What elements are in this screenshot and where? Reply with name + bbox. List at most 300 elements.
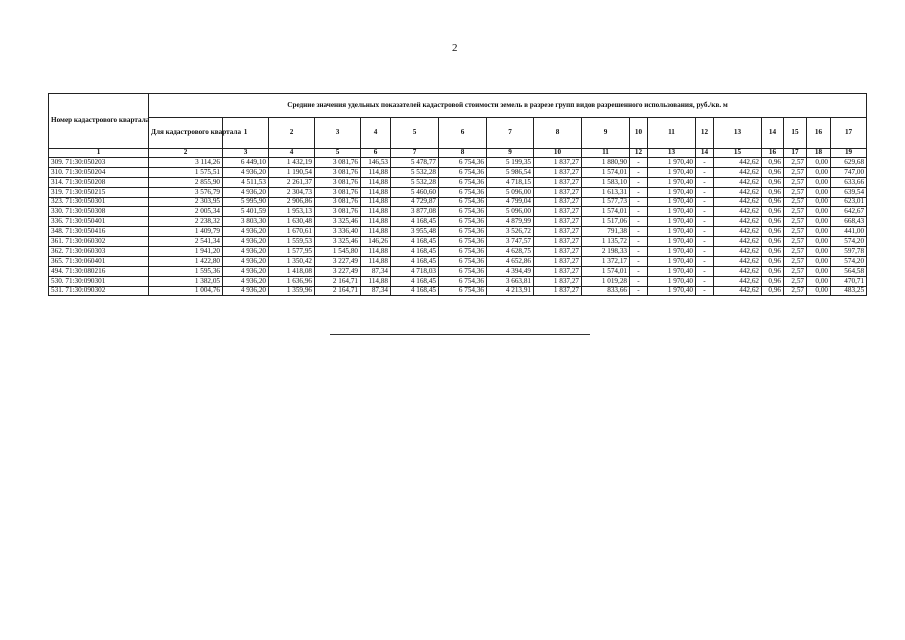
value-cell: 442,62 (714, 266, 762, 276)
value-cell: 4 628,75 (487, 247, 534, 257)
value-cell: 442,62 (714, 177, 762, 187)
value-cell: 1 837,27 (534, 177, 582, 187)
value-cell: 470,71 (831, 276, 867, 286)
value-cell: 6 754,36 (439, 217, 487, 227)
value-cell: 146,26 (361, 237, 391, 247)
table-row (49, 158, 867, 168)
value-cell: 2 198,33 (582, 247, 630, 257)
value-cell: - (696, 187, 714, 197)
value-cell: 0,00 (807, 237, 831, 247)
value-cell: 3 227,49 (315, 266, 361, 276)
cadastral-quarter-cell: 361. 71:30:060302 (49, 237, 149, 247)
table-row (49, 217, 867, 227)
value-cell: - (630, 276, 648, 286)
column-number: 17 (784, 149, 807, 158)
group-column-header: 16 (807, 118, 831, 149)
value-cell: 0,96 (762, 207, 784, 217)
value-cell: 3 081,76 (315, 197, 361, 207)
value-cell: 1 574,01 (582, 167, 630, 177)
value-cell: 0,96 (762, 167, 784, 177)
value-cell: 114,88 (361, 197, 391, 207)
value-cell: - (630, 187, 648, 197)
value-cell: 1 970,40 (648, 217, 696, 227)
value-cell: 6 754,36 (439, 167, 487, 177)
value-cell: 4 936,20 (223, 256, 269, 266)
cadastral-quarter-cell: 362. 71:30:060303 (49, 247, 149, 257)
value-cell: 629,68 (831, 158, 867, 168)
value-cell: 1 970,40 (648, 276, 696, 286)
value-cell: 442,62 (714, 276, 762, 286)
value-cell: 4 936,20 (223, 167, 269, 177)
value-cell: 1 559,53 (269, 237, 315, 247)
value-cell: 4 729,87 (391, 197, 439, 207)
value-cell: 0,00 (807, 276, 831, 286)
value-cell: 1 837,27 (534, 167, 582, 177)
value-cell: 1 837,27 (534, 187, 582, 197)
group-column-header: 15 (784, 118, 807, 149)
value-cell: - (630, 158, 648, 168)
value-cell: 1 574,01 (582, 266, 630, 276)
value-cell: 0,00 (807, 266, 831, 276)
table-row (49, 286, 867, 296)
value-cell: 114,88 (361, 177, 391, 187)
value-cell: 3 747,57 (487, 237, 534, 247)
value-cell: 642,67 (831, 207, 867, 217)
column-number: 4 (269, 149, 315, 158)
value-cell: - (630, 167, 648, 177)
value-cell: 833,66 (582, 286, 630, 296)
table-row (49, 256, 867, 266)
value-cell: 4 936,20 (223, 266, 269, 276)
value-cell: 1 970,40 (648, 207, 696, 217)
value-cell: 1 837,27 (534, 237, 582, 247)
value-cell: 0,96 (762, 187, 784, 197)
value-cell: 0,00 (807, 286, 831, 296)
value-cell: 442,62 (714, 227, 762, 237)
table-row (49, 227, 867, 237)
value-cell: 0,00 (807, 187, 831, 197)
value-cell: 1 613,31 (582, 187, 630, 197)
value-cell: 1 670,61 (269, 227, 315, 237)
value-cell: 5 532,28 (391, 177, 439, 187)
value-cell: 3 576,79 (149, 187, 223, 197)
value-cell: 0,96 (762, 158, 784, 168)
separator-line (330, 334, 590, 335)
value-cell: 1 019,28 (582, 276, 630, 286)
column-number: 8 (439, 149, 487, 158)
group-column-header: 9 (582, 118, 630, 149)
value-cell: - (630, 266, 648, 276)
value-cell: 3 081,76 (315, 187, 361, 197)
value-cell: 668,43 (831, 217, 867, 227)
value-cell: - (630, 286, 648, 296)
column-number: 14 (696, 149, 714, 158)
value-cell: 4 168,45 (391, 217, 439, 227)
value-cell: 1 577,95 (269, 247, 315, 257)
column-number: 2 (149, 149, 223, 158)
value-cell: 1 382,05 (149, 276, 223, 286)
value-cell: 1 545,80 (315, 247, 361, 257)
value-cell: 5 096,00 (487, 187, 534, 197)
column-number: 18 (807, 149, 831, 158)
value-cell: 1 583,10 (582, 177, 630, 187)
group-title-header: Средние значения удельных показателей кадастровой стоимости земель в разрезе групп видов разрешенного использования, руб./кв. м (149, 94, 867, 118)
value-cell: 639,54 (831, 187, 867, 197)
column-number: 19 (831, 149, 867, 158)
value-cell: 3 325,46 (315, 237, 361, 247)
value-cell: 2 304,73 (269, 187, 315, 197)
row-label-header: Номер кадастрового квартала (49, 94, 149, 149)
table-row (49, 247, 867, 257)
cadastral-quarter-cell: 310. 71:30:050204 (49, 167, 149, 177)
value-cell: 442,62 (714, 217, 762, 227)
value-cell: 1 837,27 (534, 158, 582, 168)
value-cell: 1 953,13 (269, 207, 315, 217)
value-cell: 4 168,45 (391, 276, 439, 286)
value-cell: 0,00 (807, 217, 831, 227)
value-cell: 4 936,20 (223, 187, 269, 197)
table-row (49, 207, 867, 217)
value-cell: 5 986,54 (487, 167, 534, 177)
value-cell: - (696, 177, 714, 187)
value-cell: 2,57 (784, 256, 807, 266)
value-cell: 6 449,10 (223, 158, 269, 168)
value-cell: 87,34 (361, 266, 391, 276)
value-cell: 0,96 (762, 227, 784, 237)
group-column-header: 17 (831, 118, 867, 149)
value-cell: - (696, 276, 714, 286)
value-cell: 0,96 (762, 266, 784, 276)
value-cell: 0,96 (762, 177, 784, 187)
value-cell: 1 837,27 (534, 197, 582, 207)
value-cell: 1 941,20 (149, 247, 223, 257)
value-cell: 1 359,96 (269, 286, 315, 296)
column-number: 11 (582, 149, 630, 158)
value-cell: 1 409,79 (149, 227, 223, 237)
cadastral-values-table (48, 93, 867, 296)
value-cell: 5 401,59 (223, 207, 269, 217)
value-cell: 5 199,35 (487, 158, 534, 168)
value-cell: 1 577,73 (582, 197, 630, 207)
value-cell: - (630, 217, 648, 227)
value-cell: 114,88 (361, 167, 391, 177)
value-cell: 6 754,36 (439, 237, 487, 247)
value-cell: 3 114,26 (149, 158, 223, 168)
value-cell: 1 837,27 (534, 266, 582, 276)
value-cell: 1 970,40 (648, 158, 696, 168)
column-number: 3 (223, 149, 269, 158)
value-cell: 1 432,19 (269, 158, 315, 168)
value-cell: 4 936,20 (223, 276, 269, 286)
value-cell: 2,57 (784, 227, 807, 237)
table-row (49, 197, 867, 207)
page-number: 2 (452, 42, 458, 54)
value-cell: - (630, 227, 648, 237)
value-cell: - (696, 266, 714, 276)
value-cell: 2 238,32 (149, 217, 223, 227)
group-column-header: 1 (223, 118, 269, 149)
value-cell: 4 718,15 (487, 177, 534, 187)
value-cell: 114,88 (361, 217, 391, 227)
value-cell: 114,88 (361, 247, 391, 257)
cadastral-quarter-cell: 494. 71:30:080216 (49, 266, 149, 276)
value-cell: - (630, 247, 648, 257)
value-cell: 6 754,36 (439, 197, 487, 207)
column-number: 13 (648, 149, 696, 158)
value-cell: 2 906,86 (269, 197, 315, 207)
value-cell: 1 636,96 (269, 276, 315, 286)
value-cell: 0,00 (807, 256, 831, 266)
value-cell: 2,57 (784, 237, 807, 247)
table-row (49, 187, 867, 197)
value-cell: 1 837,27 (534, 276, 582, 286)
value-cell: 1 190,54 (269, 167, 315, 177)
value-cell: 3 081,76 (315, 177, 361, 187)
value-cell: 4 936,20 (223, 247, 269, 257)
value-cell: 2 164,71 (315, 276, 361, 286)
column-number: 7 (391, 149, 439, 158)
value-cell: 1 630,48 (269, 217, 315, 227)
value-cell: 3 081,76 (315, 207, 361, 217)
group-column-header: 2 (269, 118, 315, 149)
value-cell: 1 837,27 (534, 256, 582, 266)
value-cell: 597,78 (831, 247, 867, 257)
value-cell: 4 936,20 (223, 286, 269, 296)
cadastral-quarter-cell: 336. 71:30:050401 (49, 217, 149, 227)
value-cell: 1 517,06 (582, 217, 630, 227)
value-cell: 4 168,45 (391, 247, 439, 257)
value-cell: 747,00 (831, 167, 867, 177)
value-cell: 4 879,99 (487, 217, 534, 227)
value-cell: 0,00 (807, 207, 831, 217)
value-cell: 3 526,72 (487, 227, 534, 237)
column-number: 15 (714, 149, 762, 158)
value-cell: 0,96 (762, 197, 784, 207)
value-cell: 6 754,36 (439, 207, 487, 217)
cadastral-quarter-cell: 319. 71:30:050215 (49, 187, 149, 197)
value-cell: 0,00 (807, 158, 831, 168)
value-cell: 4 168,45 (391, 256, 439, 266)
value-cell: 5 096,00 (487, 207, 534, 217)
value-cell: - (696, 197, 714, 207)
value-cell: 1 970,40 (648, 286, 696, 296)
group-column-header: 14 (762, 118, 784, 149)
table-row (49, 177, 867, 187)
column-number: 6 (361, 149, 391, 158)
cadastral-quarter-cell: 309. 71:30:050203 (49, 158, 149, 168)
value-cell: 442,62 (714, 158, 762, 168)
value-cell: 1 004,76 (149, 286, 223, 296)
table-row (49, 276, 867, 286)
value-cell: - (630, 177, 648, 187)
value-cell: 633,66 (831, 177, 867, 187)
value-cell: 442,62 (714, 197, 762, 207)
value-cell: - (696, 237, 714, 247)
table-row (49, 237, 867, 247)
value-cell: 5 532,28 (391, 167, 439, 177)
value-cell: 0,96 (762, 247, 784, 257)
group-column-header: 8 (534, 118, 582, 149)
value-cell: 6 754,36 (439, 256, 487, 266)
value-cell: - (630, 256, 648, 266)
value-cell: 1 350,42 (269, 256, 315, 266)
value-cell: 442,62 (714, 286, 762, 296)
value-cell: 2 005,34 (149, 207, 223, 217)
value-cell: 1 837,27 (534, 217, 582, 227)
cadastral-quarter-cell: 314. 71:30:050208 (49, 177, 149, 187)
value-cell: 2 541,34 (149, 237, 223, 247)
value-cell: 114,88 (361, 207, 391, 217)
group-column-header: 6 (439, 118, 487, 149)
value-cell: 5 478,77 (391, 158, 439, 168)
value-cell: 2,57 (784, 187, 807, 197)
value-cell: 3 877,08 (391, 207, 439, 217)
value-cell: 0,96 (762, 286, 784, 296)
value-cell: 3 663,81 (487, 276, 534, 286)
group-column-header: 4 (361, 118, 391, 149)
value-cell: 6 754,36 (439, 247, 487, 257)
value-cell: 3 081,76 (315, 158, 361, 168)
column-number: 16 (762, 149, 784, 158)
value-cell: 4 213,91 (487, 286, 534, 296)
value-cell: 0,00 (807, 167, 831, 177)
value-cell: 2,57 (784, 167, 807, 177)
value-cell: 2 164,71 (315, 286, 361, 296)
value-cell: - (696, 256, 714, 266)
value-cell: 441,00 (831, 227, 867, 237)
value-cell: 114,88 (361, 187, 391, 197)
value-cell: 146,53 (361, 158, 391, 168)
value-cell: 2,57 (784, 207, 807, 217)
value-cell: 442,62 (714, 167, 762, 177)
value-cell: 483,25 (831, 286, 867, 296)
quarter-value-header: Для кадастрового квартала (149, 118, 223, 149)
value-cell: 0,00 (807, 247, 831, 257)
value-cell: 1 837,27 (534, 286, 582, 296)
group-column-header: 7 (487, 118, 534, 149)
value-cell: 442,62 (714, 256, 762, 266)
value-cell: 2,57 (784, 276, 807, 286)
value-cell: 4 718,03 (391, 266, 439, 276)
value-cell: 6 754,36 (439, 177, 487, 187)
column-number: 9 (487, 149, 534, 158)
value-cell: 6 754,36 (439, 276, 487, 286)
value-cell: 1 970,40 (648, 227, 696, 237)
value-cell: - (696, 207, 714, 217)
value-cell: 1 970,40 (648, 177, 696, 187)
value-cell: 6 754,36 (439, 266, 487, 276)
value-cell: 87,34 (361, 286, 391, 296)
value-cell: 4 168,45 (391, 237, 439, 247)
value-cell: 6 754,36 (439, 187, 487, 197)
value-cell: 3 803,30 (223, 217, 269, 227)
value-cell: 114,88 (361, 227, 391, 237)
group-column-header: 3 (315, 118, 361, 149)
group-column-header: 10 (630, 118, 648, 149)
value-cell: 0,96 (762, 217, 784, 227)
value-cell: 0,00 (807, 177, 831, 187)
value-cell: 442,62 (714, 187, 762, 197)
value-cell: 0,00 (807, 227, 831, 237)
cadastral-quarter-cell: 530. 71:30:090301 (49, 276, 149, 286)
value-cell: 5 995,90 (223, 197, 269, 207)
value-cell: 1 970,40 (648, 256, 696, 266)
group-column-header: 12 (696, 118, 714, 149)
value-cell: 3 227,49 (315, 256, 361, 266)
value-cell: 2,57 (784, 286, 807, 296)
value-cell: 0,96 (762, 276, 784, 286)
column-number: 1 (49, 149, 149, 158)
value-cell: 2,57 (784, 177, 807, 187)
value-cell: 2,57 (784, 158, 807, 168)
value-cell: 1 372,17 (582, 256, 630, 266)
value-cell: 623,01 (831, 197, 867, 207)
value-cell: - (696, 286, 714, 296)
value-cell: 3 081,76 (315, 167, 361, 177)
value-cell: 574,20 (831, 256, 867, 266)
value-cell: 0,96 (762, 237, 784, 247)
column-number: 12 (630, 149, 648, 158)
value-cell: 114,88 (361, 276, 391, 286)
value-cell: 1 575,51 (149, 167, 223, 177)
value-cell: 114,88 (361, 256, 391, 266)
value-cell: 564,58 (831, 266, 867, 276)
table-row (49, 266, 867, 276)
value-cell: 3 325,46 (315, 217, 361, 227)
table-row (49, 167, 867, 177)
value-cell: 1 837,27 (534, 247, 582, 257)
value-cell: 442,62 (714, 247, 762, 257)
group-column-header: 5 (391, 118, 439, 149)
group-column-header: 11 (648, 118, 696, 149)
value-cell: 4 511,53 (223, 177, 269, 187)
value-cell: 4 799,04 (487, 197, 534, 207)
cadastral-quarter-cell: 330. 71:30:050308 (49, 207, 149, 217)
value-cell: 1 837,27 (534, 207, 582, 217)
value-cell: 574,20 (831, 237, 867, 247)
column-number: 5 (315, 149, 361, 158)
value-cell: - (630, 237, 648, 247)
cadastral-quarter-cell: 323. 71:30:050301 (49, 197, 149, 207)
value-cell: 2,57 (784, 247, 807, 257)
value-cell: 1 418,08 (269, 266, 315, 276)
value-cell: 1 970,40 (648, 187, 696, 197)
value-cell: 6 754,36 (439, 158, 487, 168)
value-cell: 2 855,90 (149, 177, 223, 187)
value-cell: 1 574,01 (582, 207, 630, 217)
value-cell: 442,62 (714, 207, 762, 217)
value-cell: 4 394,49 (487, 266, 534, 276)
value-cell: 0,00 (807, 197, 831, 207)
value-cell: 2 303,95 (149, 197, 223, 207)
value-cell: 0,96 (762, 256, 784, 266)
value-cell: - (696, 227, 714, 237)
value-cell: 6 754,36 (439, 286, 487, 296)
value-cell: 4 168,45 (391, 286, 439, 296)
value-cell: 4 936,20 (223, 227, 269, 237)
value-cell: 3 955,48 (391, 227, 439, 237)
value-cell: 1 135,72 (582, 237, 630, 247)
column-number: 10 (534, 149, 582, 158)
value-cell: 6 754,36 (439, 227, 487, 237)
value-cell: - (696, 247, 714, 257)
group-column-header: 13 (714, 118, 762, 149)
value-cell: 2,57 (784, 197, 807, 207)
value-cell: 791,38 (582, 227, 630, 237)
value-cell: 442,62 (714, 237, 762, 247)
value-cell: - (696, 217, 714, 227)
value-cell: 3 336,40 (315, 227, 361, 237)
